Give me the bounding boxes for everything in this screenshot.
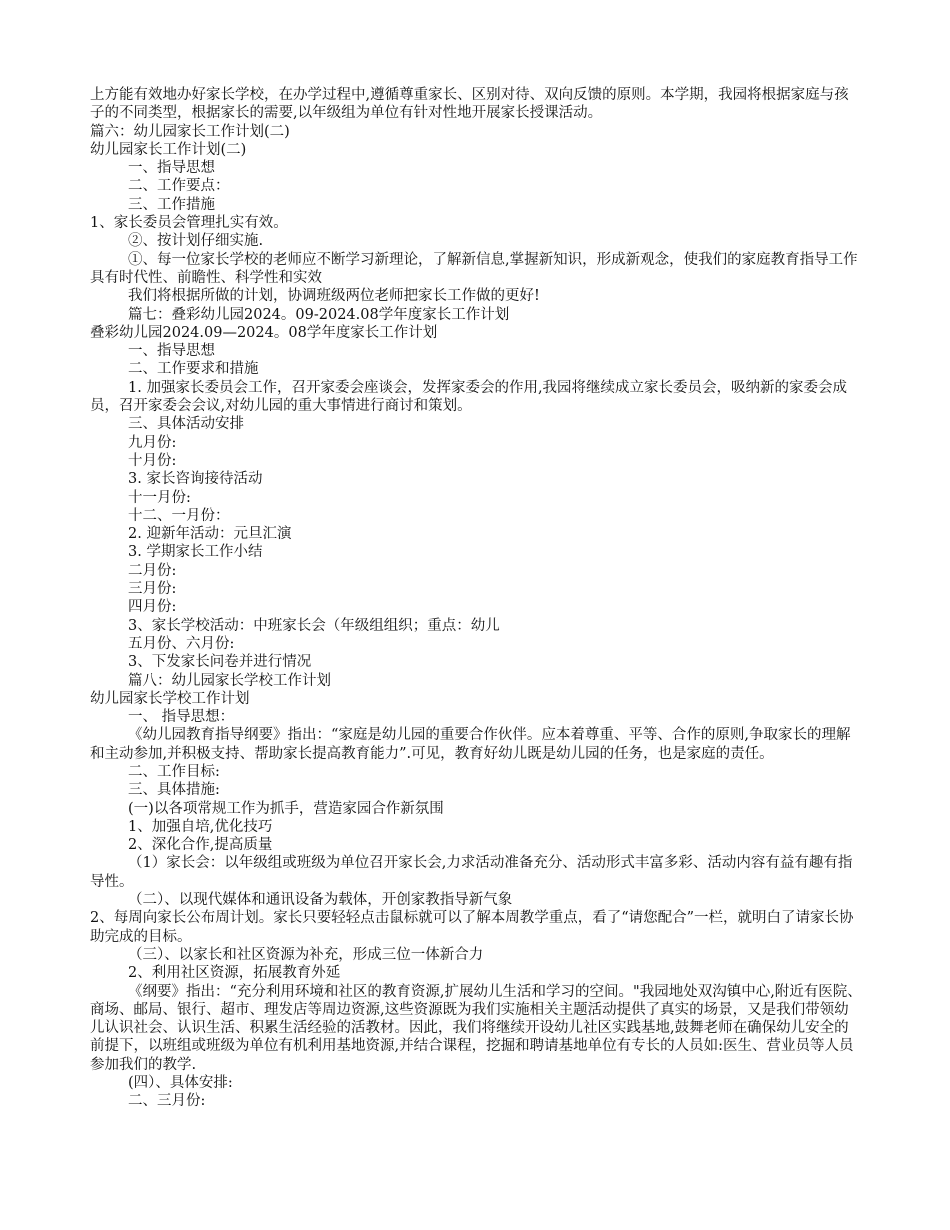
paragraph: 叠彩幼儿园2024.09—2024。08学年度家长工作计划 xyxy=(90,324,438,341)
paragraph: 四月份: xyxy=(128,599,177,616)
paragraph: 十二、一月份： xyxy=(128,507,230,524)
paragraph: 五月份、六月份: xyxy=(128,635,235,652)
paragraph: 二、工作要求和措施 xyxy=(128,361,259,378)
paragraph: 3、下发家长问卷并进行情况 xyxy=(128,654,312,671)
paragraph: 三、具体活动安排 xyxy=(128,416,244,433)
paragraph: 十一月份: xyxy=(128,489,191,506)
paragraph: 二、工作目标: xyxy=(128,763,220,780)
paragraph: 篇七：叠彩幼儿园2024。09-2024.08学年度家长工作计划 xyxy=(128,306,510,323)
paragraph: 篇八：幼儿园家长学校工作计划 xyxy=(128,672,331,689)
paragraph: 2. 迎新年活动：元旦汇演 xyxy=(128,526,292,543)
paragraph: 3. 家长咨询接待活动 xyxy=(128,471,263,488)
paragraph: ②、按计划仔细实施. xyxy=(128,233,264,250)
paragraph: (一)以各项常规工作为抓手，营造家园合作新氛围 xyxy=(128,800,444,817)
paragraph: 《纲要》指出：“充分利用环境和社区的教育资源,扩展幼儿生活和学习的空间。"我园地处双沟镇中心,附近有医院、商场、邮局、银行、超市、理发店等周边资源,这些资源既为我们实施相关主题活动提供了真实的场景，又是我们带领幼儿认识社会、认识生活、积累生活经验的活教材。因此，我们将继续开设幼儿社区实践基地,鼓舞老师在确保幼儿安全的前提下，以班组或班级为单位有机利用基地资源,并结合课程，挖掘和聘请基地单位有专长的人员如:医生、营业员等人员参加我们的教学. xyxy=(90,983,862,1073)
paragraph: 1. 加强家长委员会工作，召开家委会座谈会，发挥家委会的作用,我园将继续成立家长委员会，吸纳新的家委会成员，召开家委会会议,对幼儿园的重大事情进行商讨和策划。 xyxy=(90,379,848,415)
paragraph: 3、家长学校活动：中班家长会（年级组组织；重点：幼儿 xyxy=(128,617,500,634)
paragraph: 一、 指导思想： xyxy=(128,709,235,726)
paragraph: 《幼儿园教育指导纲要》指出：“家庭是幼儿园的重要合作伙伴。应本着尊重、平等、合作的原则,争取家长的理解和主动参加,并积极支持、帮助家长提高教育能力”.可见，教育好幼儿既是幼儿园的任务，也是家庭的责任。 xyxy=(90,727,851,762)
paragraph: 二、三月份: xyxy=(128,1093,206,1110)
paragraph: 幼儿园家长学校工作计划 xyxy=(90,690,250,707)
paragraph: 三、工作措施 xyxy=(128,196,215,213)
paragraph: 1、加强自培,优化技巧 xyxy=(128,818,273,835)
paragraph: 二、工作要点： xyxy=(128,178,230,195)
paragraph: 1、家长委员会管理扎实有效。 xyxy=(90,215,288,232)
paragraph: 2、每周向家长公布周计划。家长只要轻轻点击鼠标就可以了解本周教学重点，看了“请您配合”一栏，就明白了请家长协助完成的目标。 xyxy=(90,910,854,945)
paragraph: （1）家长会：以年级组或班级为单位召开家长会,力求活动准备充分、活动形式丰富多彩、活动内容有益有趣有指导性。 xyxy=(90,855,853,890)
paragraph: 十月份: xyxy=(128,452,177,469)
paragraph: 3. 学期家长工作小结 xyxy=(128,544,263,561)
paragraph: 2、深化合作,提高质量 xyxy=(128,837,273,854)
paragraph: 2、利用社区资源，拓展教育外延 xyxy=(128,965,341,982)
document-page xyxy=(90,86,862,1111)
paragraph: (四）、具体安排: xyxy=(128,1075,233,1092)
paragraph: 三、具体措施: xyxy=(128,782,220,799)
paragraph: 九月份: xyxy=(128,434,177,451)
paragraph: 一、指导思想 xyxy=(128,343,215,360)
paragraph: ①、每一位家长学校的老师应不断学习新理论，了解新信息,掌握新知识，形成新观念，使我们的家庭教育指导工作具有时代性、前瞻性、科学性和实效 xyxy=(90,251,858,286)
paragraph: 三月份: xyxy=(128,581,177,598)
paragraph: 上方能有效地办好家长学校，在办学过程中,遵循尊重家长、区别对待、双向反馈的原则。本学期，我园将根据家庭与孩子的不同类型，根据家长的需要,以年级组为单位有针对性地开展家长授课活动。 xyxy=(90,87,849,122)
paragraph: 篇六：幼儿园家长工作计划(二) xyxy=(90,123,290,140)
paragraph: （三）、以家长和社区资源为补充，形成三位一体新合力 xyxy=(128,946,484,963)
paragraph: 我们将根据所做的计划，协调班级两位老师把家长工作做的更好! xyxy=(128,288,540,305)
paragraph: （二）、以现代媒体和通讯设备为载体，开创家教指导新气象 xyxy=(128,892,513,909)
paragraph: 幼儿园家长工作计划(二) xyxy=(90,141,247,158)
paragraph: 二月份: xyxy=(128,562,177,579)
paragraph: 一、指导思想 xyxy=(128,160,215,177)
